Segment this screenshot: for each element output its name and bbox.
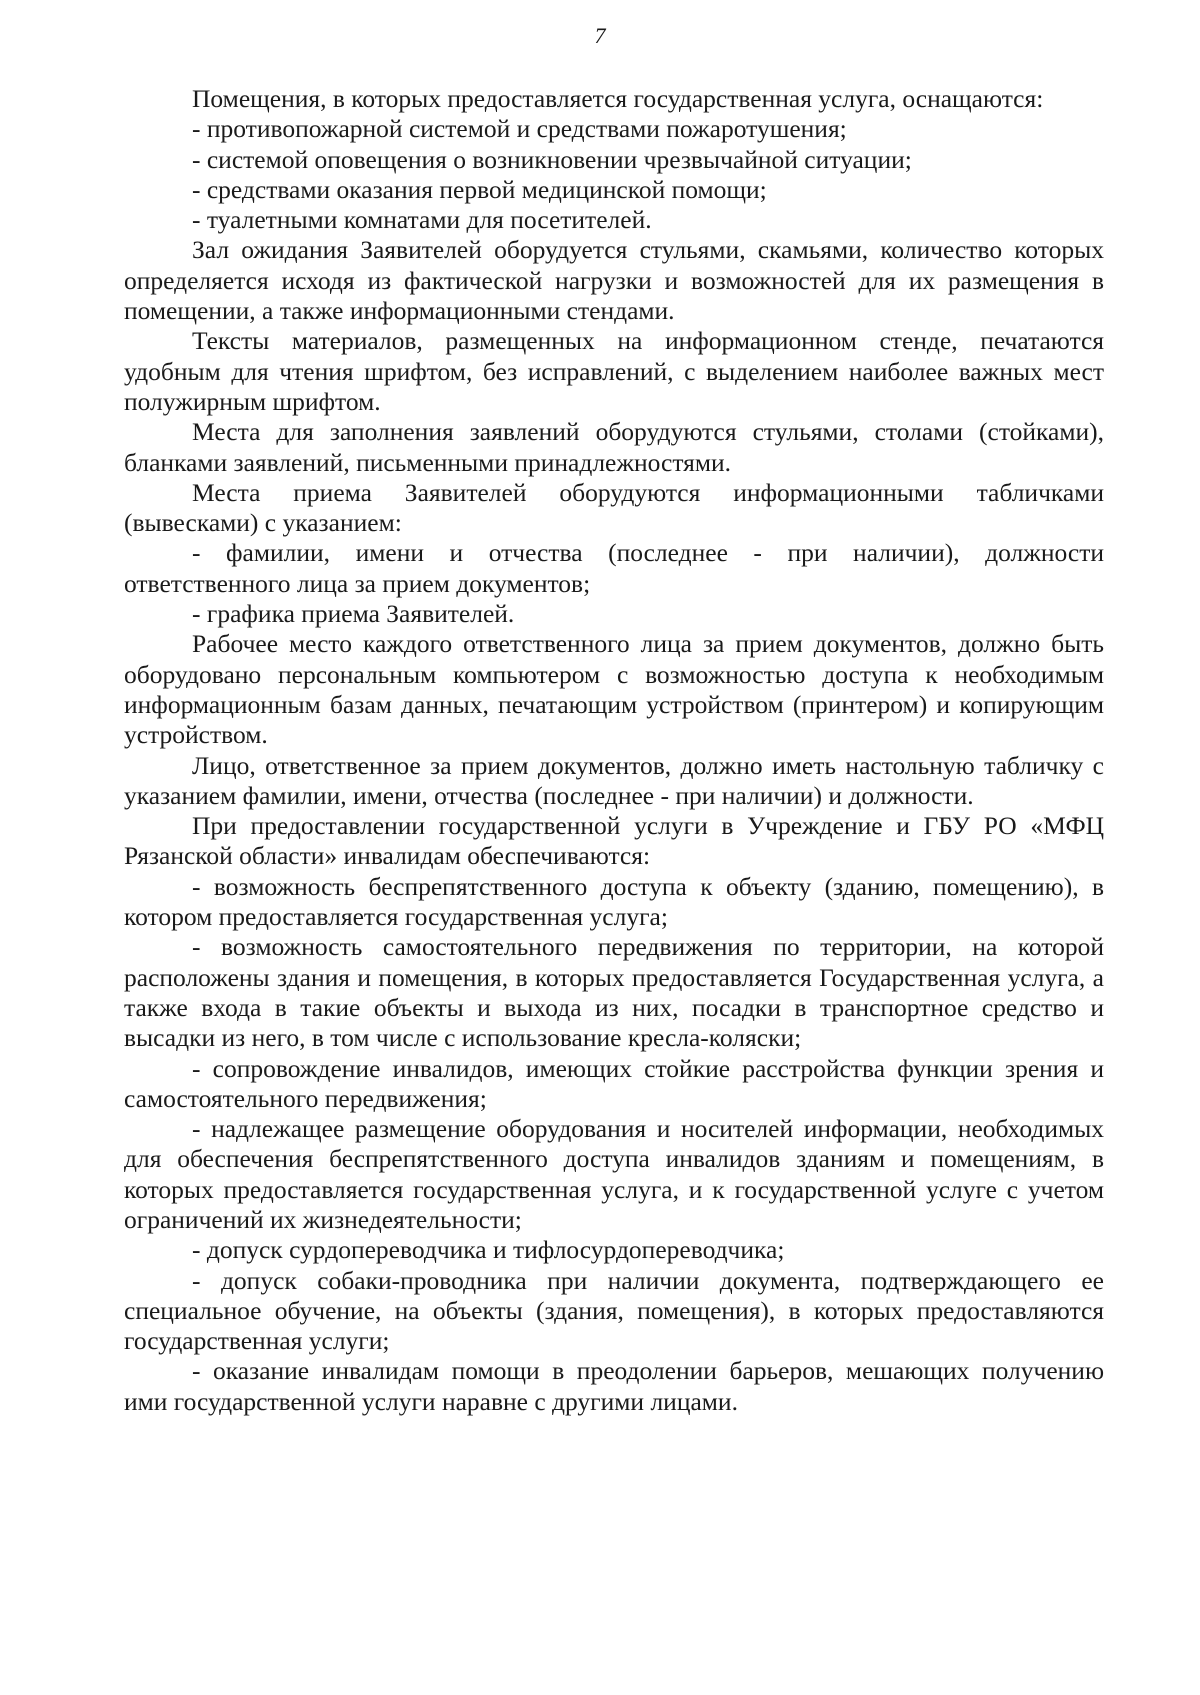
paragraph-disabled-provisions: При предоставлении государственной услуги в Учреждение и ГБУ РО «МФЦ Рязанской области» инвалидам обеспечиваются: [124, 811, 1104, 871]
list-item-barrier-assistance: - оказание инвалидам помощи в преодолении барьеров, мешающих получению ими государственной услуги наравне с другими лицами. [124, 1356, 1104, 1416]
list-item-equipment-placement: - надлежащее размещение оборудования и носителей информации, необходимых для обеспечения беспрепятственного доступа инвалидов зданиям и помещениям, в которых предоставляется государственная услуга, и к государственной услуге с учетом ограничений их жизнедеятельности; [124, 1114, 1104, 1234]
list-item-alert-system: - системой оповещения о возникновении чрезвычайной ситуации; [192, 144, 912, 174]
paragraph-application-places: Места для заполнения заявлений оборудуются стульями, столами (стойками), бланками заявлений, письменными принадлежностями. [124, 417, 1104, 477]
paragraph-premises-equipment: Помещения, в которых предоставляется государственная услуга, оснащаются: [192, 84, 1044, 113]
paragraph-waiting-hall: Зал ожидания Заявителей оборудуется стульями, скамьями, количество которых определяется исходя из фактической нагрузки и возможностей для их размещения в помещении, а также информационными стендами. [124, 235, 1104, 326]
list-item-toilets: - туалетными комнатами для посетителей. [192, 205, 652, 235]
list-item-responsible-person: - фамилии, имени и отчества (последнее - при наличии), должности ответственного лица за прием документов; [124, 538, 1104, 598]
page-number: 7 [594, 23, 606, 48]
list-item-first-aid: - средствами оказания первой медицинской помощи; [192, 174, 767, 204]
paragraph-desk-sign: Лицо, ответственное за прием документов, должно иметь настольную табличку с указанием фамилии, имени, отчества (последнее - при наличии) и должности. [124, 750, 1104, 810]
list-item-guide-dog: - допуск собаки-проводника при наличии документа, подтверждающего ее специальное обучение, на объекты (здания, помещения), в которых предоставляются государственная услуги; [124, 1265, 1104, 1356]
document-body [124, 84, 1104, 1417]
list-item-escort: - сопровождение инвалидов, имеющих стойкие расстройства функции зрения и самостоятельного передвижения; [124, 1053, 1104, 1113]
list-item-reception-schedule: - графика приема Заявителей. [192, 599, 515, 629]
paragraph-reception-places: Места приема Заявителей оборудуются информационными табличками (вывесками) с указанием: [124, 477, 1104, 538]
paragraph-info-stand-texts: Тексты материалов, размещенных на информационном стенде, печатаются удобным для чтения шрифтом, без исправлений, с выделением наиболее важных мест полужирным шрифтом. [124, 326, 1104, 416]
list-item-sign-interpreter: - допуск сурдопереводчика и тифлосурдопереводчика; [192, 1235, 785, 1265]
list-item-unobstructed-access: - возможность беспрепятственного доступа к объекту (зданию, помещению), в котором предоставляется государственная услуга; [124, 871, 1104, 932]
list-item-independent-movement: - возможность самостоятельного передвижения по территории, на которой расположены здания и помещения, в которых предоставляется Государственная услуга, а также входа в такие объекты и выхода из них, посадки в транспортное средство и высадки из него, в том числе с использование кресла-коляски; [124, 932, 1104, 1053]
list-item-fire-system: - противопожарной системой и средствами пожаротушения; [192, 114, 847, 144]
paragraph-workplace: Рабочее место каждого ответственного лица за прием документов, должно быть оборудовано персональным компьютером с возможностью доступа к необходимым информационным базам данных, печатающим устройством (принтером) и копирующим устройством. [124, 629, 1104, 750]
